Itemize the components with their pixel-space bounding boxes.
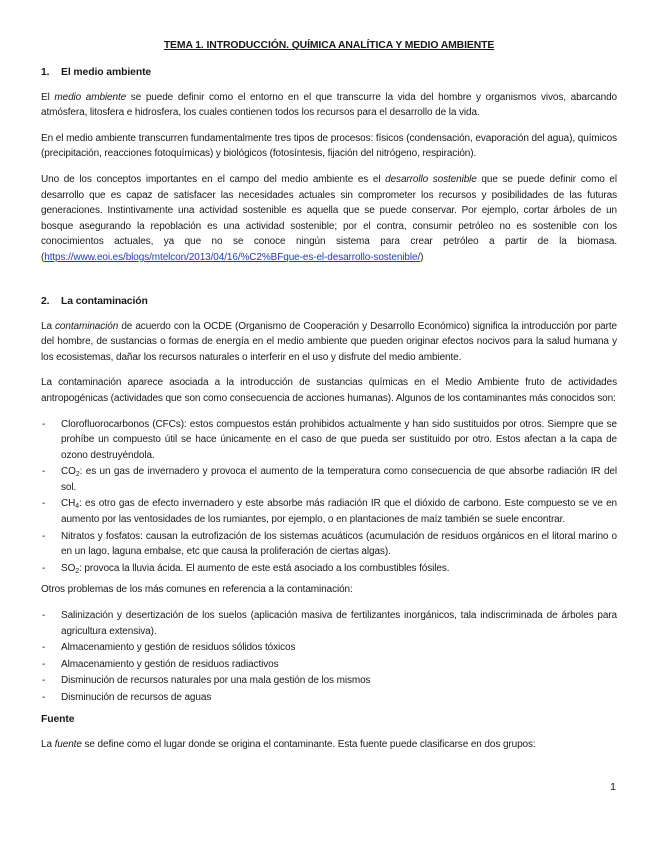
list-item: - Disminución de recursos naturales por una mala gestión de los mismos bbox=[41, 673, 617, 689]
list-item: - Salinización y desertización de los suelos (aplicación masiva de fertilizantes inorgánicos, tala indiscriminada de árboles para agricultura extensiva). bbox=[41, 608, 617, 639]
list-item: - Disminución de recursos de aguas bbox=[41, 690, 617, 706]
paragraph-medio-ambiente: El medio ambiente se puede definir como el entorno en el que transcurre la vida del hombre y organismos vivos, abarcando atmósfera, litosfera e hidrosfera, los cuales contienen todos los recursos para el desarrollo de la vida. bbox=[41, 91, 617, 119]
paragraph-otros-problemas: Otros problemas de los más comunes en referencia a la contaminación: bbox=[41, 584, 353, 596]
list-item: - Almacenamiento y gestión de residuos sólidos tóxicos bbox=[41, 640, 617, 656]
list-item-so2: - $SO_2$: provoca la lluvia ácida. El aumento de este está asociado a los combustibles fósiles. bbox=[41, 561, 617, 577]
list-item-co2: - $CO_2$: es un gas de invernadero y provoca el aumento de la temperatura como consecuencia de que absorbe radiación IR del sol. bbox=[41, 464, 617, 495]
section-1-title: El medio ambiente bbox=[61, 66, 152, 78]
contaminants-list bbox=[41, 417, 617, 577]
paragraph-contaminantes-intro: La contaminación aparece asociada a la introducción de sustancias químicas en el Medio Ambiente fruto de actividades antropogénicas (actividades que son como consecuencia de acciones humanas). Algunos de los contaminantes más conocidos son: bbox=[41, 377, 617, 404]
section-2-number: 2. bbox=[41, 295, 50, 307]
page-number: 1 bbox=[610, 781, 616, 793]
source-link[interactable]: https://www.eoi.es/blogs/mtelcon/2013/04/16/%C2%BFque-es-el-desarrollo-sostenible/ bbox=[44, 251, 421, 263]
paragraph-procesos: En el medio ambiente transcurren fundamentalmente tres tipos de procesos: físicos (condensación, evaporación del agua), químicos (precipitación, reacciones fotoquímicas) y biológicos (fotosíntesis, fijación del nitrógeno, respiración). bbox=[41, 132, 617, 160]
term-fuente: fuente bbox=[54, 739, 82, 751]
term-contaminacion: contaminación bbox=[55, 320, 119, 332]
paragraph-definicion-contaminacion: La contaminación de acuerdo con la OCDE (Organismo de Cooperación y Desarrollo Económico) significa la introducción por parte del hombre, de sustancias o formas de energía en el medio ambiente que pueden originar efectos nocivos para la salud humana y los ecosistemas, dañar los recursos naturales o interferir en el uso y disfrute del medio ambiente. bbox=[41, 320, 618, 363]
section-2-heading bbox=[41, 294, 617, 309]
list-item-nitratos: - Nitratos y fosfatos: causan la eutrofización de los sistemas acuáticos (acumulación de residuos orgánicos en el litoral marino o en un lago, laguna embalse, etc que causa la proliferación de ciertas algas). bbox=[41, 529, 617, 560]
list-item-ch4: - $CH_4$: es otro gas de efecto invernadero y este absorbe más radiación IR que el dióxido de carbono. Este compuesto se ve en aumento por las ventosidades de los rumiantes, por ejemplo, o en plantaciones de maíz también se suele encontrar. bbox=[41, 496, 617, 527]
section-1-heading bbox=[41, 65, 617, 80]
section-1-number: 1. bbox=[41, 66, 50, 78]
page-title: TEMA 1. INTRODUCCIÓN. QUÍMICA ANALÍTICA Y MEDIO AMBIENTE bbox=[163, 40, 495, 51]
paragraph-desarrollo-sostenible: Uno de los conceptos importantes en el campo del medio ambiente es el desarrollo sostenible que se puede definir como el desarrollo que es capaz de satisfacer las necesidades actuales sin comprometer los recursos y posibilidades de las futuras generaciones. Instintivamente una actividad sostenible es aquella que se puede conservar. Por ejemplo, cortar árboles de un bosque asegurando la repoblación es una actividad sostenible; por el contra, consumir petróleo no es sostenible con los conocimientos actuales, ya que no se conoce ningún sistema para crear petróleo a partir de la biomasa. (https://www.eoi.es/blogs/mtelcon/2013/04/16/%C2%BFque-es-el-desarrollo-sostenible/) bbox=[41, 173, 618, 263]
term-medio-ambiente: medio ambiente bbox=[54, 91, 127, 103]
list-item-cfc: - Clorofluorocarbonos (CFCs): estos compuestos están prohibidos actualmente y han sido sustituidos por otros. Siempre que se prohíbe un compuesto útil se hace únicamente en el caso de que pueda ser sustituido por otro. Estos afectan a la capa de ozono destruyéndola. bbox=[41, 417, 617, 464]
section-2-title: La contaminación bbox=[61, 295, 148, 307]
subheading-fuente: Fuente bbox=[41, 713, 75, 725]
paragraph-fuente: La fuente se define como el lugar donde se origina el contaminante. Esta fuente puede clasificarse en dos grupos: bbox=[41, 739, 536, 751]
list-item: - Almacenamiento y gestión de residuos radiactivos bbox=[41, 657, 617, 673]
page-content bbox=[41, 38, 617, 763]
term-desarrollo-sostenible: desarrollo sostenible bbox=[385, 173, 477, 185]
other-problems-list bbox=[41, 608, 617, 706]
